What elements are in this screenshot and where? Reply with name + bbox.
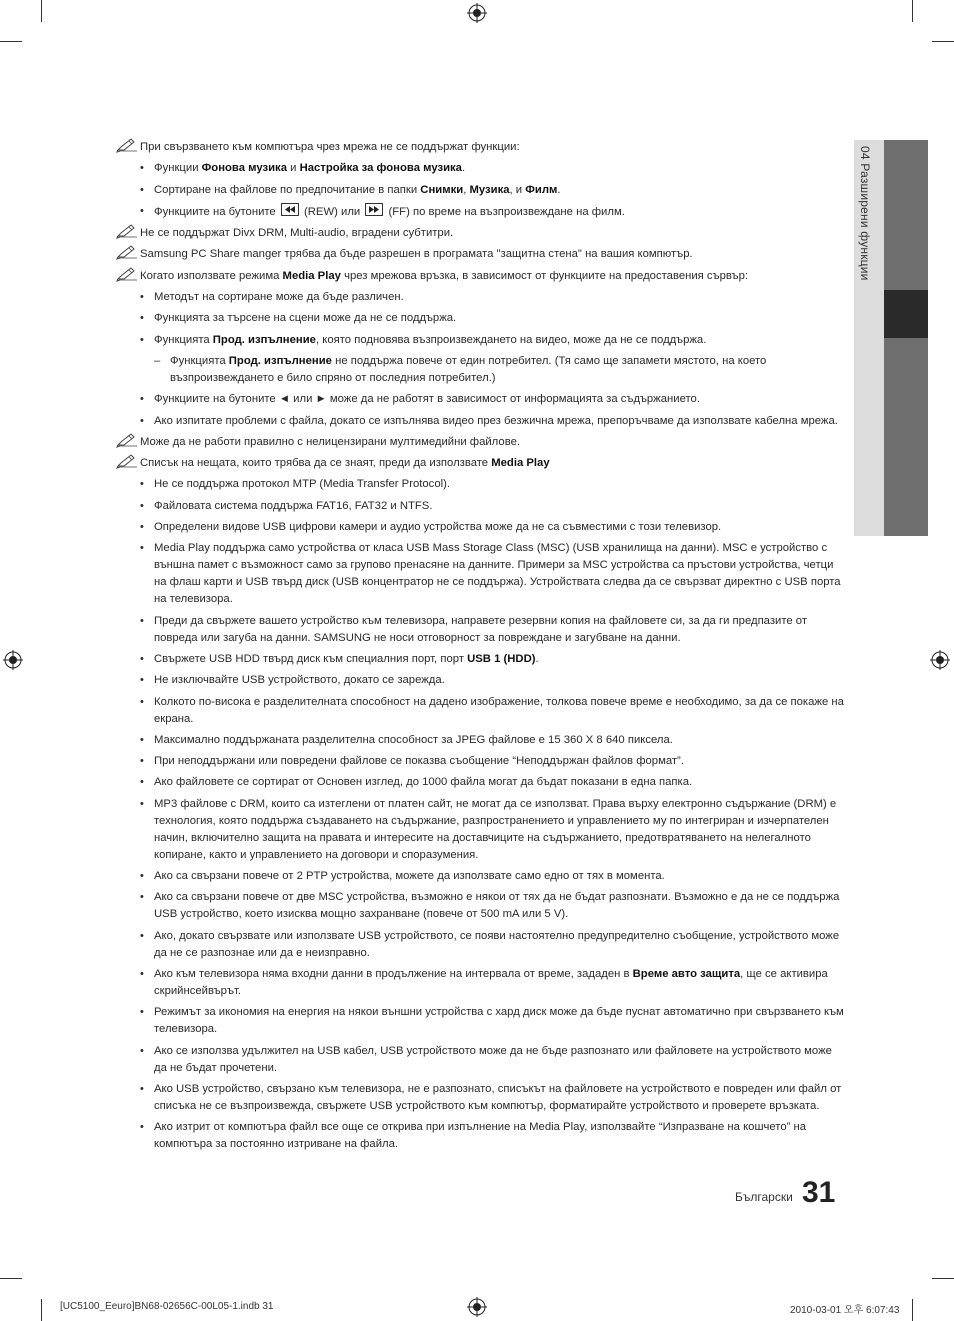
list-item <box>116 540 844 608</box>
left-arrow-icon: ◄ <box>278 393 291 406</box>
list-item <box>116 1119 844 1153</box>
registration-mark-icon <box>930 650 950 670</box>
bullet-icon: • <box>140 478 144 491</box>
item-keyword: Прод. изпълнение <box>228 354 332 367</box>
sub-list-item <box>116 353 844 387</box>
list-item <box>116 203 844 221</box>
crop-mark <box>912 0 913 22</box>
note-icon <box>116 244 138 260</box>
item-text: Максимално поддържаната разделителна способност за JPEG файлове е 15 360 X 8 640 пиксела. <box>154 733 673 746</box>
item-text: При свързването към компютъра чрез мрежа не се поддържат функции: <box>140 141 520 153</box>
item-text: Преди да свържете вашето устройство към телевизора, направете резервни копия на файловете си, за да ги предпазите от повреда или загуба на данни. SAMSUNG не носи отговорност за повреждане и загубване на данни. <box>154 614 808 644</box>
bullet-icon: • <box>140 312 144 325</box>
item-keyword: Снимки <box>420 183 464 196</box>
right-arrow-icon: ► <box>315 393 327 406</box>
item-keyword: Прод. изпълнение <box>212 333 316 346</box>
bullet-icon: • <box>140 1121 144 1134</box>
item-text: Ако се използва удължител на USB кабел, USB устройството може да не бъде разпознато или файловете на устройството може да не бъдат прочетени. <box>154 1044 832 1074</box>
item-text: (REW) или <box>300 205 364 218</box>
list-item <box>116 672 844 689</box>
bullet-icon: • <box>140 414 144 427</box>
item-text: Списък на нещата, които трябва да се знаят, преди да използвате <box>140 457 492 470</box>
list-item <box>116 732 844 749</box>
list-item <box>116 160 844 177</box>
bullet-icon: • <box>140 183 144 196</box>
item-text: Може да не работи правилно с нелицензирани мултимедийни файлове. <box>140 435 520 448</box>
item-text: Ако USB устройство, свързано към телевизора, не е разпознато, списъкът на файловете на устройството е повреден или файл от списъка не се възпроизвежда, свържете USB устройството към компютър, форматирайте устройството и проверете връзката. <box>154 1082 842 1112</box>
list-item <box>116 332 844 349</box>
item-text: Функцията <box>154 333 213 346</box>
bullet-icon: • <box>140 695 144 708</box>
chapter-tab-segment <box>884 140 928 290</box>
registration-mark-icon <box>467 3 487 23</box>
item-text: Ако, докато свързвате или използвате USB устройството, се появи настоятелно предупредително съобщение, устройството може да не се разпознае или да е неизправно. <box>154 929 840 959</box>
item-text: Не се поддържат Divx DRM, Multi-audio, вградени субтитри. <box>140 227 454 240</box>
item-keyword: Музика <box>469 183 510 196</box>
crop-mark <box>932 41 954 42</box>
bullet-icon: • <box>140 755 144 768</box>
item-text: Функциите на бутоните <box>154 393 279 406</box>
item-text: Ако са свързани повече от две MSC устройства, възможно е някои от тях да не бъдат разпознати. Възможно е да не се поддържа USB устройство, което изисква мощно захранване (повече от 500 mA или 5 V). <box>154 891 840 921</box>
note-item <box>116 434 844 451</box>
note-item <box>116 268 844 285</box>
note-item <box>116 225 844 242</box>
crop-mark <box>0 1278 22 1279</box>
item-text: Ако са свързани повече от 2 PTP устройства, можете да използвате само едно от тях в момента. <box>154 870 665 883</box>
list-item <box>116 774 844 791</box>
item-text: , ще се активира скрийнсейвърът. <box>154 967 828 997</box>
list-item <box>116 1081 844 1115</box>
bullet-icon: • <box>140 733 144 746</box>
item-text: , и <box>509 183 526 196</box>
bullet-icon: • <box>140 614 144 627</box>
bullet-icon: • <box>140 1082 144 1095</box>
note-item <box>116 455 844 472</box>
item-text: , <box>463 183 470 196</box>
chapter-tab-active-marker <box>884 290 928 338</box>
item-text: или <box>290 393 316 406</box>
item-text: . <box>535 652 539 665</box>
bullet-icon: • <box>140 776 144 789</box>
note-item <box>116 246 844 263</box>
item-text: може да не работят в зависимост от информацията за съдържанието. <box>326 393 700 406</box>
bullet-icon: • <box>140 797 144 810</box>
item-keyword: Media Play <box>491 457 550 470</box>
item-text: Функцията <box>170 354 229 367</box>
item-text: Media Play поддържа само устройства от класа USB Mass Storage Class (MSC) (USB хранилища на данни). MSC е устройство с външна памет с възможност само за групово пренасяне на данните. Примери за MSC устройства са пръстови устройства, четци на флаш карти и USB твърд диск (USB концентратор не се поддържа). Устройствата следва да се свързват директно с USB порта на телевизора. <box>154 542 841 606</box>
rew-icon <box>281 203 299 216</box>
item-text: Методът на сортиране може да бъде различен. <box>154 291 404 304</box>
list-item <box>116 476 844 493</box>
bullet-icon: • <box>140 1044 144 1057</box>
list-item <box>116 182 844 199</box>
list-item <box>116 1004 844 1038</box>
bullet-icon: • <box>140 929 144 942</box>
item-text: Определени видове USB цифрови камери и аудио устройства може да не са съвместими с този телевизор. <box>154 521 722 534</box>
item-text: Ако изтрит от компютъра файл все още се открива при изпълнение на Media Play, използвайте “Изпразване на кошчето” на компютъра за постоянно изтриване на файла. <box>154 1121 807 1151</box>
item-keyword: Фонова музика <box>201 162 287 175</box>
list-item <box>116 796 844 864</box>
item-text: Сортиране на файлове по предпочитание в папки <box>154 183 421 196</box>
bullet-icon: • <box>140 891 144 904</box>
item-text: Свържете USB HDD твърд диск към специалния порт, порт <box>154 652 468 665</box>
crop-mark <box>912 1299 913 1321</box>
bullet-icon: • <box>140 333 144 346</box>
item-keyword: USB 1 (HDD) <box>467 652 536 665</box>
item-text: Функцията за търсене на сцени може да не се поддържа. <box>154 312 457 325</box>
list-item <box>116 391 844 408</box>
list-item <box>116 966 844 1000</box>
list-item <box>116 868 844 885</box>
crop-mark <box>41 0 42 22</box>
imprint-file: [UC5100_Eeuro]BN68-02656C-00L05-1.indb 31 <box>60 1301 274 1312</box>
footer-language: Български <box>735 1190 793 1204</box>
bullet-icon: • <box>140 542 144 555</box>
item-text: . <box>557 183 561 196</box>
note-item <box>116 139 844 156</box>
chapter-tab-label: 04 Разширени функции <box>858 146 872 281</box>
bullet-icon: • <box>140 652 144 665</box>
item-text: Файловата система поддържа FAT16, FAT32 и NTFS. <box>154 499 433 512</box>
crop-mark <box>41 1299 42 1321</box>
item-text: Не се поддържа протокол MTP (Media Transfer Protocol). <box>154 478 451 491</box>
note-icon <box>116 453 138 469</box>
imprint-date: 2010-03-01 오후 6:07:43 <box>790 1305 900 1316</box>
item-text: Ако изпитате проблеми с файла, докато се изпълнява видео през безжична мрежа, препоръчваме да използвате кабелна мрежа. <box>154 414 838 427</box>
bullet-icon: • <box>140 521 144 534</box>
document-body <box>116 139 844 1157</box>
bullet-icon: • <box>140 291 144 304</box>
registration-mark-icon <box>3 650 23 670</box>
bullet-icon: • <box>140 1006 144 1019</box>
bullet-icon: • <box>140 393 144 406</box>
note-icon <box>116 137 138 153</box>
crop-mark <box>932 1278 954 1279</box>
item-text: , която подновява възпроизвеждането на видео, може да не се поддържа. <box>315 333 707 346</box>
item-keyword: Филм <box>525 183 558 196</box>
bullet-icon: • <box>140 204 144 217</box>
bullet-icon: • <box>140 967 144 980</box>
item-keyword: Настройка за фонова музика <box>299 162 462 175</box>
item-text: не поддържа повече от един потребител. (Тя само ще запамети мястото, на което възпроизвеждането е било спряно от последния потребител.) <box>170 354 767 384</box>
item-text: (FF) по време на възпроизвеждане на филм. <box>385 205 625 218</box>
item-text: Режимът за икономия на енергия на някои външни устройства с хард диск може да бъде пуснат автоматично при свързването към телевизора. <box>154 1006 844 1036</box>
note-icon <box>116 432 138 448</box>
list-item <box>116 753 844 770</box>
item-text: MP3 файлове с DRM, които са изтеглени от платен сайт, не могат да се използват. Права върху електронно съдържание (DRM) е технология, която поддържа създаването на съдържание, разпространението и управлението му по интегриран и изчерпателен начин, включително защита на правата и интересите на доставчиците на съдържанието, предотвратяването на нелегалното копиране, както и управлението на договори и споразумения. <box>154 797 837 861</box>
list-item <box>116 519 844 536</box>
list-item <box>116 928 844 962</box>
item-keyword: Media Play <box>282 269 341 282</box>
registration-mark-icon <box>467 1297 487 1317</box>
crop-mark <box>0 41 22 42</box>
item-text: Не изключвайте USB устройството, докато се зарежда. <box>154 674 445 687</box>
list-item <box>116 1043 844 1077</box>
page-number: 31 <box>802 1176 836 1209</box>
list-item <box>116 498 844 515</box>
item-text: Ако файловете се сортират от Основен изглед, до 1000 файла могат да бъдат показани в една папка. <box>154 776 693 789</box>
item-text: Функциите на бутоните <box>154 205 279 218</box>
ff-icon <box>365 203 383 216</box>
item-text: При неподдържани или повредени файлове се показва съобщение “Неподдържан файлов формат”. <box>154 755 684 768</box>
list-item <box>116 889 844 923</box>
item-text: и <box>286 162 300 175</box>
list-item <box>116 651 844 668</box>
note-icon <box>116 223 138 239</box>
item-text: Колкото по-висока е разделителната способност на дадено изображение, толкова повече време е необходимо, за да се покаже на екрана. <box>154 695 844 725</box>
note-icon <box>116 266 138 282</box>
bullet-icon: • <box>140 499 144 512</box>
bullet-icon: • <box>140 870 144 883</box>
item-text: Ако към телевизора няма входни данни в продължение на интервала от време, зададен в <box>154 967 633 980</box>
list-item <box>116 694 844 728</box>
item-text: Samsung PC Share manger трябва да бъде разрешен в програмата "защитна стена" на вашия компютър. <box>140 248 693 261</box>
list-item <box>116 289 844 306</box>
list-item <box>116 413 844 430</box>
list-item <box>116 310 844 327</box>
item-text: Функции <box>154 162 202 175</box>
item-text: чрез мрежова връзка, в зависимост от функциите на предоставения сървър: <box>340 269 749 282</box>
list-item <box>116 613 844 647</box>
item-text: . <box>461 162 466 175</box>
chapter-tab-segment <box>884 338 928 536</box>
bullet-icon: • <box>140 674 144 687</box>
bullet-icon: • <box>140 162 144 175</box>
item-keyword: Време авто защита <box>632 967 741 980</box>
dash-marker: – <box>154 354 161 367</box>
item-text: Когато използвате режима <box>140 269 283 282</box>
